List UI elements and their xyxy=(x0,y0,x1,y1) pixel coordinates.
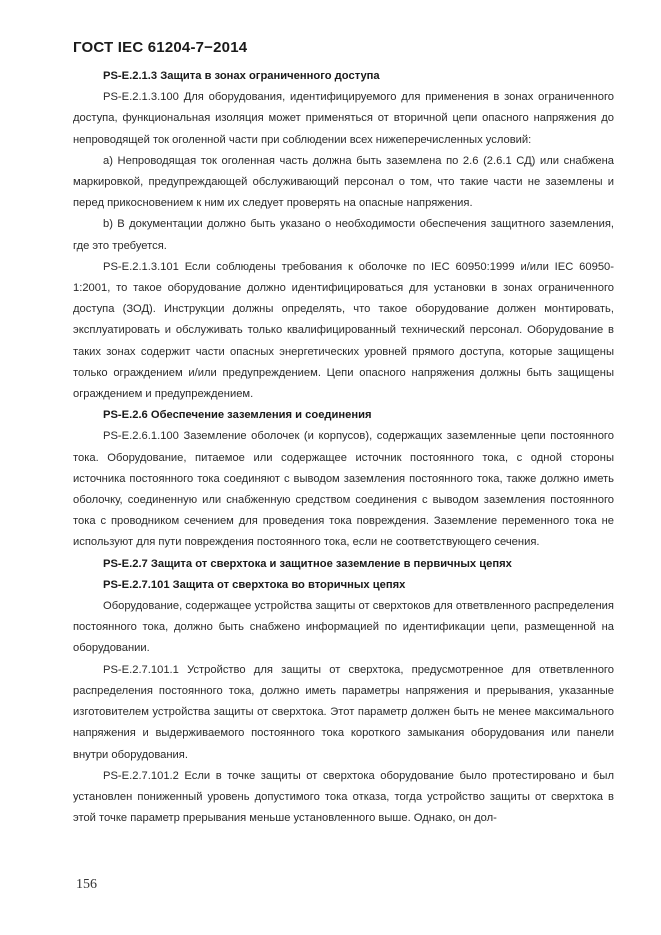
paragraph: PS-E.2.6.1.100 Заземление оболочек (и корпусов), содержащих заземленные цепи постоянного тока. Оборудование, питаемое или содержащее источник постоянного тока, с одной стороны источника постоянного тока соединяют с выводом заземления постоянного тока, также должно иметь оболочку, соединенную или снабженную средством соединения с выводом заземления постоянного тока с проводником сечением для проведения тока повреждения. Заземление переменного тока не используют для пути повреждения постоянного тока, если не соответствующего сечения. xyxy=(73,430,614,549)
paragraph: b) В документации должно быть указано о необходимости обеспечения защитного заземления, где это требуется. xyxy=(73,218,614,252)
document-body xyxy=(73,66,614,829)
paragraph: a) Непроводящая ток оголенная часть должна быть заземлена по 2.6 (2.6.1 СД) или снабжена маркировкой, предупреждающей обслуживающий персонал о том, что такие части не заземлены и перед прикосновением к ним их следует проверять на опасные напряжения. xyxy=(73,154,614,210)
paragraph: PS-E.2.7.101.2 Если в точке защиты от сверхтока оборудование было протестировано и был установлен пониженный уровень допустимого тока отказа, тогда устройство защиты от сверхтока в этой точке параметр прерывания меньше установленного выше. Однако, он дол- xyxy=(73,769,614,825)
page-number: 156 xyxy=(76,877,97,892)
paragraph: PS-E.2.1.3.101 Если соблюдены требования к оболочке по IEC 60950:1999 и/или IEC 60950-1:2001, то такое оборудование должно идентифицироваться для установки в зонах ограниченного доступа (ЗОД). Инструкции должны определять, что такое оборудование должен монтировать, эксплуатировать и обслуживать только квалифицированный технический персонал. Оборудование в таких зонах содержит части опасных энергетических уровней прямого доступа, которые защищены только ограждением и/или предупреждением. Цепи опасного напряжения должны быть защищены ограждением и предупреждением. xyxy=(73,260,614,401)
paragraph: PS-E.2.7.101.1 Устройство для защиты от сверхтока, предусмотренное для ответвленного распределения постоянного тока, должно иметь параметры напряжения и прерывания, указанные изготовителем устройства защиты от сверхтока. Этот параметр должен быть не менее максимального напряжения и выдерживаемого постоянного тока короткого замыкания оборудования или панели внутри оборудования. xyxy=(73,663,614,761)
section-heading: PS-E.2.6 Обеспечение заземления и соединения xyxy=(103,409,372,422)
section-heading: PS-E.2.7 Защита от сверхтока и защитное заземление в первичных цепях xyxy=(103,557,512,570)
section-heading: PS-E.2.7.101 Защита от сверхтока во вторичных цепях xyxy=(103,578,406,591)
section-heading: PS-E.2.1.3 Защита в зонах ограниченного доступа xyxy=(103,70,380,82)
document-header: ГОСТ IEC 61204-7−2014 xyxy=(73,39,248,56)
paragraph: Оборудование, содержащее устройства защиты от сверхтоков для ответвленного распределения постоянного тока, должно быть снабжено информацией по идентификации цепи, размещенной на оборудовании. xyxy=(73,600,614,655)
paragraph: PS-E.2.1.3.100 Для оборудования, идентифицируемого для применения в зонах ограниченного доступа, функциональная изоляция может применяться от вторичной цепи опасного напряжения до непроводящей ток оголенной части при соблюдении всех нижеперечисленных условий: xyxy=(73,91,614,146)
